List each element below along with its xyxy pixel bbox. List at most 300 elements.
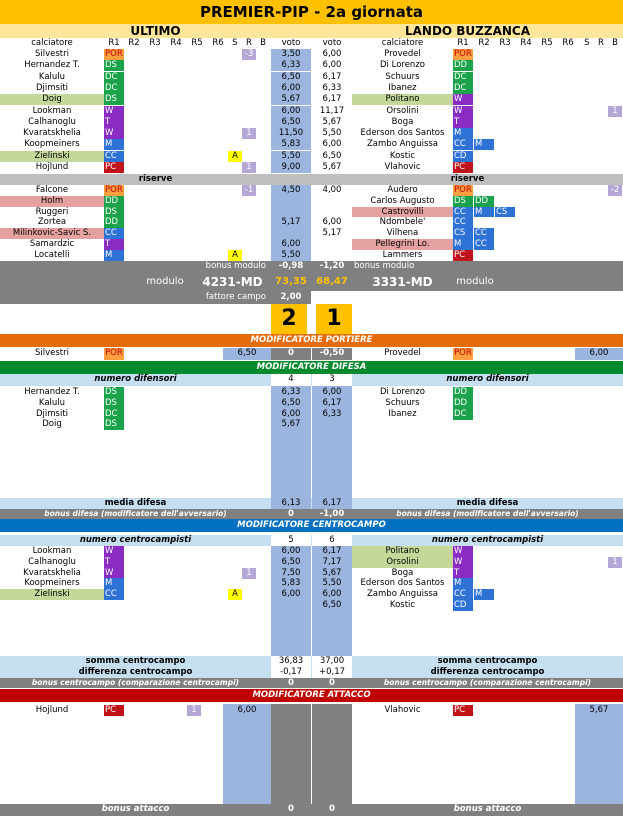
bonus-att-label-left: bonus attacco bbox=[101, 804, 170, 814]
bonus-att-left: 0 bbox=[288, 804, 294, 814]
difesa-right-voto: 6,33 bbox=[322, 408, 342, 419]
left-header-voto: voto bbox=[281, 38, 301, 48]
centro-left-role: T bbox=[104, 557, 124, 568]
somma-row bbox=[0, 656, 623, 667]
left-bonus-badge: -3 bbox=[242, 49, 256, 60]
right-role-badge: M bbox=[453, 239, 473, 250]
left-player-name: Doig bbox=[0, 94, 104, 105]
left-player-voto: 5,83 bbox=[271, 139, 311, 150]
left-role-badge: PC bbox=[104, 162, 124, 173]
left-role-badge: CC bbox=[104, 151, 124, 162]
diff-right: +0,17 bbox=[312, 667, 352, 678]
header-row bbox=[0, 38, 623, 49]
centro-num-label-right: numero centrocampisti bbox=[431, 535, 544, 545]
att-right-voto: 5,67 bbox=[589, 705, 609, 715]
modulo-right: 3331-MD bbox=[372, 275, 433, 289]
right-header-role: R3 bbox=[499, 38, 511, 48]
right-role-badge: CC bbox=[453, 139, 473, 150]
player-row bbox=[0, 162, 623, 173]
difesa-left-voto: 6,50 bbox=[281, 397, 301, 408]
media-right: 6,17 bbox=[312, 498, 352, 509]
left-player-name: Zortea bbox=[37, 217, 67, 228]
left-header-role: B bbox=[260, 38, 266, 48]
right-player-voto: 6,17 bbox=[312, 94, 352, 105]
right-player-name: Politano bbox=[352, 94, 453, 105]
left-role-badge: DS bbox=[104, 94, 124, 105]
right-role-badge: PC bbox=[453, 162, 473, 173]
bonus-modulo-right: -1,20 bbox=[319, 261, 345, 271]
centro-right-role: T bbox=[453, 568, 473, 579]
right-player-voto: 6,00 bbox=[312, 49, 352, 60]
centro-left-bonus: 1 bbox=[242, 568, 256, 579]
right-player-voto: 6,50 bbox=[312, 151, 352, 162]
right-header-role: R6 bbox=[562, 38, 574, 48]
player-row bbox=[0, 94, 623, 105]
teams-bar bbox=[0, 24, 623, 38]
bonus-centro-left: 0 bbox=[288, 678, 294, 688]
centro-right-voto: 6,17 bbox=[322, 546, 342, 556]
portiere-right-mod: -0,50 bbox=[312, 348, 352, 360]
left-bonus-badge: 1 bbox=[242, 162, 256, 173]
att-right-role: PC bbox=[453, 705, 473, 716]
player-row bbox=[0, 207, 623, 218]
left-role-badge: CC bbox=[104, 228, 124, 239]
centro-right-role2: M bbox=[474, 589, 494, 600]
media-difesa-row bbox=[0, 498, 623, 509]
difesa-right-role: DD bbox=[453, 387, 473, 398]
centro-right-name: Zambo Anguissa bbox=[366, 589, 439, 600]
right-header-role: S bbox=[584, 38, 590, 48]
centro-right-voto: 7,17 bbox=[322, 556, 342, 567]
left-role-badge: POR bbox=[105, 49, 123, 59]
left-player-voto: 5,50 bbox=[271, 250, 311, 261]
difesa-num-left: 4 bbox=[271, 374, 311, 386]
centro-right-role: W bbox=[453, 557, 473, 568]
right-player-name: Ndombele' bbox=[379, 217, 426, 228]
difesa-row bbox=[0, 419, 623, 430]
right-role-badge: M bbox=[453, 128, 473, 139]
left-player-name: Lookman bbox=[32, 105, 72, 116]
centro-num-label-left: numero centrocampisti bbox=[79, 535, 192, 545]
portiere-row bbox=[0, 348, 623, 360]
attacco-section bbox=[0, 689, 623, 702]
right-player-voto bbox=[312, 196, 352, 207]
right-role-badge: M bbox=[474, 207, 494, 218]
left-role-badge: M bbox=[104, 250, 124, 261]
att-right-name: Vlahovic bbox=[384, 705, 421, 715]
left-player-voto bbox=[271, 196, 311, 207]
difesa-left-voto: 6,00 bbox=[281, 408, 301, 419]
right-role-badge: POR bbox=[454, 49, 472, 59]
difesa-right-voto: 6,17 bbox=[322, 397, 342, 408]
left-player-voto: 5,50 bbox=[271, 151, 311, 162]
left-role-badge: DD bbox=[104, 196, 124, 207]
right-role-badge: DD bbox=[474, 196, 494, 207]
player-row bbox=[0, 139, 623, 150]
centrocampo-row bbox=[0, 600, 623, 611]
right-player-voto: 5,17 bbox=[312, 228, 352, 239]
right-role-badge: CC bbox=[453, 207, 473, 218]
bonus-difesa-row bbox=[0, 509, 623, 519]
right-player-voto bbox=[312, 239, 352, 250]
centro-left-name: Calhanoglu bbox=[28, 556, 76, 567]
right-player-name: Audero bbox=[387, 185, 418, 195]
centro-left-role: M bbox=[104, 578, 124, 589]
left-role-badge: DC bbox=[104, 72, 124, 83]
right-b-badge: -2 bbox=[608, 185, 622, 196]
portiere-left-role: POR bbox=[105, 348, 123, 358]
right-role-badge: POR bbox=[454, 185, 472, 195]
centrocampo-row bbox=[0, 546, 623, 557]
right-header-calciatore: calciatore bbox=[381, 38, 424, 48]
difesa-left-role: DS bbox=[104, 387, 124, 398]
left-player-name: Ruggeri bbox=[35, 206, 69, 217]
bonus-modulo-label-right: bonus modulo bbox=[354, 261, 415, 271]
left-player-name: Silvestri bbox=[35, 49, 69, 59]
centro-left-role: W bbox=[104, 546, 124, 557]
centro-left-name: Lookman bbox=[32, 546, 72, 556]
att-right-votocol bbox=[575, 704, 623, 804]
left-header-role: R6 bbox=[212, 38, 224, 48]
left-player-name: Calhanoglu bbox=[28, 116, 76, 127]
bonus-att-label-right: bonus attacco bbox=[453, 804, 522, 814]
left-player-name: Falcone bbox=[35, 185, 69, 195]
centrocampo-row bbox=[0, 578, 623, 589]
left-role-badge: DD bbox=[104, 217, 124, 228]
left-role-badge: M bbox=[104, 139, 124, 150]
centrocampo-row bbox=[0, 557, 623, 568]
difesa-num-row bbox=[0, 374, 623, 386]
diff-label-right: differenza centrocampo bbox=[430, 667, 545, 677]
left-player-name: Djimsiti bbox=[35, 82, 69, 93]
player-row bbox=[0, 106, 623, 117]
bonus-centro-label-left: bonus centrocampo (comparazione centrocampi) bbox=[31, 678, 240, 687]
bonus-centro-label-right: bonus centrocampo (comparazione centrocampi) bbox=[383, 678, 592, 687]
difesa-left-voto: 6,33 bbox=[281, 387, 301, 397]
left-player-voto bbox=[271, 207, 311, 218]
left-riserve-label: riserve bbox=[138, 174, 173, 184]
centro-right-name: Kostic bbox=[389, 600, 416, 610]
right-player-voto: 11,17 bbox=[312, 106, 352, 117]
somma-right: 37,00 bbox=[312, 656, 352, 667]
centro-right-voto: 5,67 bbox=[322, 567, 342, 578]
right-player-name: Kostic bbox=[389, 150, 416, 161]
player-row bbox=[0, 72, 623, 83]
centro-right-bonus: 1 bbox=[608, 557, 622, 568]
left-player-voto: 4,50 bbox=[271, 185, 311, 196]
right-player-name: Ederson dos Santos bbox=[360, 128, 445, 139]
modulo-row bbox=[0, 273, 623, 291]
right-player-voto: 5,50 bbox=[312, 128, 352, 139]
portiere-right-name: Provedel bbox=[384, 348, 421, 358]
centro-right-name: Boga bbox=[391, 567, 414, 578]
player-row bbox=[0, 117, 623, 128]
centro-left-role: CC bbox=[104, 589, 124, 600]
left-role-badge: DS bbox=[104, 60, 124, 71]
bonus-difesa-left: 0 bbox=[288, 509, 294, 519]
left-header-calciatore: calciatore bbox=[31, 38, 73, 48]
difesa-right-voto: 6,00 bbox=[322, 387, 342, 397]
difesa-right-role: DD bbox=[453, 398, 473, 409]
left-player-voto: 5,17 bbox=[271, 217, 311, 228]
centrocampo-row bbox=[0, 568, 623, 579]
difesa-left-name: Djimsiti bbox=[35, 408, 69, 419]
right-player-voto bbox=[312, 207, 352, 218]
right-role-badge: W bbox=[453, 94, 473, 105]
difesa-right-role: DC bbox=[453, 409, 473, 420]
left-header-role: R3 bbox=[149, 38, 161, 48]
right-player-name: Provedel bbox=[384, 49, 421, 59]
modulo-label-left: modulo bbox=[146, 276, 184, 287]
left-player-name: Holm bbox=[0, 196, 104, 207]
player-row bbox=[0, 83, 623, 94]
total-right: 68,47 bbox=[316, 276, 348, 287]
difesa-row bbox=[0, 409, 623, 420]
right-player-name: Vlahovic bbox=[384, 162, 421, 172]
left-player-voto: 6,00 bbox=[271, 239, 311, 250]
player-row bbox=[0, 128, 623, 139]
right-header-voto: voto bbox=[322, 38, 342, 48]
difesa-left-name: Kalulu bbox=[38, 397, 66, 408]
centro-left-name: Kvaratskhelia bbox=[23, 567, 81, 578]
bonus-difesa-right: -1,00 bbox=[319, 509, 345, 519]
player-row bbox=[0, 250, 623, 261]
left-role-badge: T bbox=[104, 239, 124, 250]
att-left-name: Hojlund bbox=[35, 705, 69, 715]
right-role-badge: T bbox=[453, 117, 473, 128]
right-player-name: Orsolini bbox=[386, 105, 419, 116]
right-role-badge: DD bbox=[453, 60, 473, 71]
left-player-name: Milinkovic-Savic S. bbox=[0, 228, 104, 239]
portiere-left-mod: 0 bbox=[271, 348, 311, 360]
att-left-votocol bbox=[223, 704, 271, 804]
centro-right-name: Orsolini bbox=[352, 557, 453, 568]
page-title: PREMIER-PIP - 2a giornata bbox=[199, 3, 423, 21]
fattore-row bbox=[0, 291, 623, 304]
right-player-name: Zambo Anguissa bbox=[366, 139, 439, 150]
right-role-badge: DC bbox=[453, 72, 473, 83]
somma-left: 36,83 bbox=[271, 656, 311, 667]
left-player-name: Koopmeiners bbox=[24, 139, 80, 150]
centro-right-name: Ederson dos Santos bbox=[360, 578, 445, 589]
right-role-badge: CC bbox=[474, 239, 494, 250]
right-riserve-label: riserve bbox=[450, 174, 485, 184]
centro-left-name: Koopmeiners bbox=[24, 578, 80, 589]
difesa-left-role: DS bbox=[104, 398, 124, 409]
left-player-name: Locatelli bbox=[34, 249, 70, 260]
att-left-voto: 6,00 bbox=[237, 705, 257, 715]
centro-left-voto: 6,50 bbox=[281, 556, 301, 567]
right-player-name: Di Lorenzo bbox=[380, 60, 425, 71]
left-player-voto: 5,67 bbox=[271, 94, 311, 105]
att-right-col bbox=[312, 704, 352, 804]
right-player-name: Carlos Augusto bbox=[370, 195, 435, 206]
bonus-att-right: 0 bbox=[329, 804, 335, 814]
left-player-name: Zielinski bbox=[0, 151, 104, 162]
left-role-badge: W bbox=[104, 128, 124, 139]
right-role-badge: M bbox=[474, 139, 494, 150]
right-role-badge: DS bbox=[453, 196, 473, 207]
right-player-voto: 6,17 bbox=[312, 72, 352, 83]
left-role-badge: T bbox=[104, 117, 124, 128]
modulo-label-right: modulo bbox=[456, 276, 494, 287]
portiere-section-title: MODIFICATORE PORTIERE bbox=[250, 335, 373, 345]
left-player-voto bbox=[271, 228, 311, 239]
right-header-role: B bbox=[612, 38, 618, 48]
left-role-badge: W bbox=[104, 106, 124, 117]
left-role-badge: POR bbox=[105, 185, 123, 195]
right-b-badge: 1 bbox=[608, 106, 622, 117]
attacco-section-title: MODIFICATORE ATTACCO bbox=[252, 690, 371, 700]
centro-right-role: M bbox=[453, 578, 473, 589]
fattore-value: 2,00 bbox=[271, 291, 311, 304]
somma-label-right: somma centrocampo bbox=[437, 656, 538, 666]
left-player-name: Kvaratskhelia bbox=[23, 128, 81, 139]
right-role-badge: CS bbox=[453, 228, 473, 239]
left-card-badge: A bbox=[228, 151, 242, 162]
left-bonus-badge: 1 bbox=[242, 128, 256, 139]
att-left-role: PC bbox=[104, 705, 124, 716]
portiere-right-role: POR bbox=[454, 348, 472, 358]
left-player-voto: 6,33 bbox=[271, 60, 311, 71]
left-header-role: R4 bbox=[170, 38, 182, 48]
right-role-badge: W bbox=[453, 106, 473, 117]
difesa-num-right: 3 bbox=[312, 374, 352, 386]
portiere-left-name: Silvestri bbox=[35, 348, 69, 358]
portiere-section bbox=[0, 334, 623, 347]
left-player-voto: 6,00 bbox=[271, 83, 311, 94]
left-player-voto: 6,00 bbox=[271, 106, 311, 117]
left-role-badge: DS bbox=[104, 207, 124, 218]
right-player-voto: 6,00 bbox=[312, 217, 352, 228]
left-player-name: Hojlund bbox=[35, 162, 69, 172]
bonus-modulo-row bbox=[0, 261, 623, 273]
left-header-role: S bbox=[232, 38, 238, 48]
media-label-right: media difesa bbox=[456, 498, 519, 508]
difesa-num-label-right: numero difensori bbox=[446, 374, 529, 384]
right-role-badge: PC bbox=[453, 250, 473, 261]
fattore-label: fattore campo bbox=[205, 292, 266, 302]
centro-num-left: 5 bbox=[271, 535, 311, 546]
centro-left-name: Zielinski bbox=[0, 589, 104, 600]
left-player-voto: 6,50 bbox=[271, 72, 311, 83]
difesa-right-name: Schuurs bbox=[385, 397, 420, 408]
centro-left-card: A bbox=[228, 589, 242, 600]
portiere-left-voto: 6,50 bbox=[223, 348, 271, 360]
left-card-badge: A bbox=[228, 250, 242, 261]
player-row bbox=[0, 217, 623, 228]
left-player-voto: 3,50 bbox=[271, 49, 311, 60]
player-row bbox=[0, 239, 623, 250]
right-player-voto: 4,00 bbox=[312, 185, 352, 196]
centro-right-voto: 5,50 bbox=[322, 578, 342, 589]
right-role-badge: CD bbox=[453, 151, 473, 162]
right-player-voto bbox=[312, 250, 352, 261]
centrocampo-row bbox=[0, 589, 623, 600]
centrocampo-section bbox=[0, 519, 623, 532]
right-player-voto: 6,00 bbox=[312, 60, 352, 71]
bonus-difesa-label-right: bonus difesa (modificatore dell'avversario) bbox=[396, 509, 579, 518]
right-player-name: Pellegrini Lo. bbox=[352, 239, 453, 250]
difesa-num-label-left: numero difensori bbox=[94, 374, 177, 384]
centro-left-voto: 6,00 bbox=[281, 589, 301, 600]
right-player-name: Ibanez bbox=[388, 82, 417, 93]
difesa-left-name: Doig bbox=[42, 419, 62, 430]
difesa-left-role: DS bbox=[104, 419, 124, 430]
attacco-row bbox=[0, 705, 623, 716]
difesa-row bbox=[0, 387, 623, 398]
right-player-name: Vilhena bbox=[386, 228, 419, 239]
difesa-right-name: Ibanez bbox=[388, 408, 417, 419]
left-player-name: Kalulu bbox=[38, 71, 66, 82]
team-left-name: ULTIMO bbox=[130, 24, 181, 38]
difesa-left-role: DC bbox=[104, 409, 124, 420]
bonus-attacco-row bbox=[0, 804, 623, 816]
right-player-voto: 6,00 bbox=[312, 139, 352, 150]
left-header-role: R bbox=[246, 38, 252, 48]
right-header-role: R5 bbox=[541, 38, 553, 48]
goals-left: 2 bbox=[271, 304, 307, 334]
centro-right-role: CD bbox=[453, 600, 473, 611]
centro-right-role: W bbox=[453, 546, 473, 557]
total-left: 73,35 bbox=[275, 276, 307, 287]
left-bonus-badge: -1 bbox=[242, 185, 256, 196]
right-player-voto: 5,67 bbox=[312, 117, 352, 128]
centro-left-voto: 7,50 bbox=[281, 567, 301, 578]
centro-right-role: CC bbox=[453, 589, 473, 600]
right-role-badge: CC bbox=[453, 217, 473, 228]
centro-num-right: 6 bbox=[312, 535, 352, 546]
player-row bbox=[0, 196, 623, 207]
difesa-left-voto: 5,67 bbox=[281, 419, 301, 430]
right-role-badge: CS bbox=[495, 207, 515, 218]
right-header-role: R2 bbox=[478, 38, 490, 48]
centrocampo-num-row bbox=[0, 535, 623, 546]
diff-label-left: differenza centrocampo bbox=[78, 667, 193, 677]
centro-right-voto: 6,00 bbox=[322, 589, 342, 600]
centro-left-voto: 5,83 bbox=[281, 578, 301, 589]
right-header-role: R bbox=[598, 38, 604, 48]
somma-label-left: somma centrocampo bbox=[85, 656, 186, 666]
player-row bbox=[0, 185, 623, 196]
difesa-section-title: MODIFICATORE DIFESA bbox=[256, 362, 367, 372]
score-row bbox=[0, 304, 623, 334]
difesa-right-name: Di Lorenzo bbox=[380, 387, 425, 397]
right-player-voto: 5,67 bbox=[312, 162, 352, 173]
media-label-left: media difesa bbox=[104, 498, 167, 508]
portiere-right-voto: 6,00 bbox=[575, 348, 623, 360]
centro-left-role: W bbox=[104, 568, 124, 579]
team-right-name: LANDO BUZZANCA bbox=[404, 24, 531, 38]
difesa-left-name: Hernandez T. bbox=[24, 387, 80, 397]
player-row bbox=[0, 60, 623, 71]
right-role-badge: DC bbox=[453, 83, 473, 94]
bonus-modulo-label-left: bonus modulo bbox=[205, 261, 266, 271]
left-player-name: Samardzic bbox=[29, 239, 75, 249]
centrocampo-section-title: MODIFICATORE CENTROCAMPO bbox=[237, 520, 386, 530]
title-bar bbox=[0, 0, 623, 24]
attacco-body bbox=[0, 704, 623, 804]
player-row bbox=[0, 49, 623, 60]
right-header-role: R4 bbox=[520, 38, 532, 48]
right-player-voto: 6,33 bbox=[312, 83, 352, 94]
centro-right-name: Politano bbox=[352, 546, 453, 557]
left-header-role: R5 bbox=[191, 38, 203, 48]
right-player-name: Castrovilli bbox=[352, 207, 453, 218]
att-left-col bbox=[271, 704, 311, 804]
goals-right: 1 bbox=[316, 304, 352, 334]
left-player-voto: 11,50 bbox=[271, 128, 311, 139]
